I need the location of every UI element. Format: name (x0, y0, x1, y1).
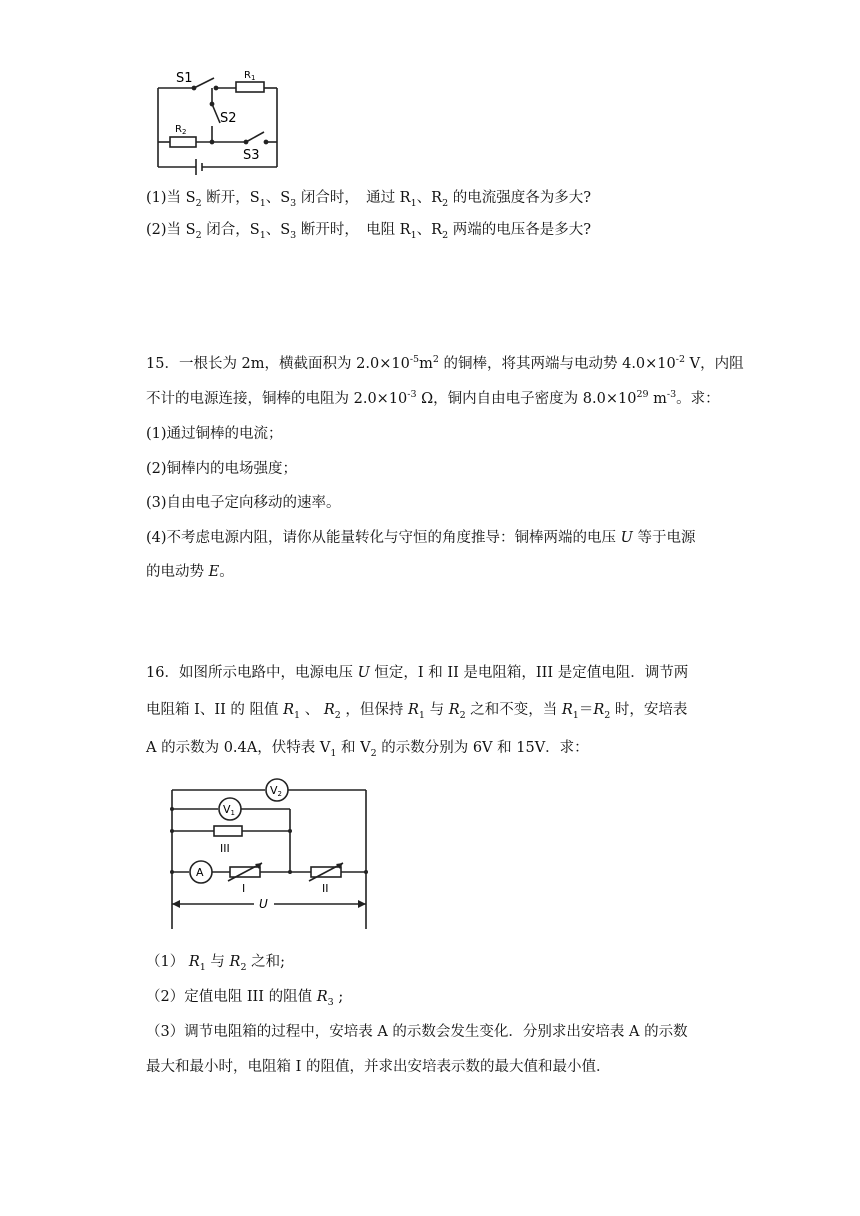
q15-line7: 的电动势 E。 (146, 564, 234, 580)
q15-line5: (3)自由电子定向移动的速率。 (146, 495, 341, 511)
circuit-diagram-1 (150, 66, 300, 176)
resistor-box-i-label: I (242, 882, 246, 895)
q14-part1: (1)当 $S_2$ 断开，$S_1$、$S_3$ 闭合时， 通过 $R_1$、$R_2$ 的电流强度各为多大? (146, 190, 592, 209)
resistor-box-ii-label: II (322, 882, 329, 895)
q15-line3: (1)通过铜棒的电流； (146, 426, 283, 442)
q16-line1: 16．如图所示电路中，电源电压 U 恒定，I 和 II 是电阻箱，III 是定值电阻．调节两 (146, 665, 689, 681)
q16-part3-line2: 最大和最小时，电阻箱 I 的阻值，并求出安培表示数的最大值和最小值． (146, 1059, 611, 1075)
switch-s3-label: S3 (243, 148, 260, 163)
resistor-r2-label: $R_2$ (175, 124, 187, 136)
q15-line1: 15．一根长为 2m，横截面积为 $2.0\times 10^{-5}m^2$ 的铜棒，将其两端与电动势 $4.0\times 10^{-2}$ V，内阻 (146, 354, 744, 372)
q16-line2: 电阻箱 I、II 的 阻值 $R_1$ 、 $R_2$ ，但保持 $R_1$ 与 $R_2$ 之和不变，当 $R_1=R_2$ 时，安培表 (146, 702, 688, 721)
switch-s1-label: S1 (176, 71, 193, 86)
q16-part2: （2）定值电阻 III 的阻值 $R_3$ ; (146, 989, 344, 1008)
voltage-u-label: U (259, 897, 268, 911)
voltmeter-v1-label: V1 (223, 803, 235, 817)
voltmeter-v2-label: V2 (270, 784, 282, 798)
resistor-iii-label: III (220, 842, 230, 855)
circuit-diagram-2 (160, 774, 385, 934)
q15-line2: 不计的电源连接，铜棒的电阻为 $2.0\times 10^{-3}$ Ω，铜内自由电子密度为 $8.0\times 10^{29}$ $m^{-3}$。求： (146, 389, 720, 407)
switch-s2-label: S2 (220, 111, 237, 126)
q16-part1: （1） $R_1$ 与 $R_2$ 之和; (146, 954, 285, 973)
q16-part3-line1: （3）调节电阻箱的过程中，安培表 A 的示数会发生变化．分别求出安培表 A 的示数 (146, 1024, 688, 1040)
q15-line6: (4)不考虑电源内阻，请你从能量转化与守恒的角度推导：铜棒两端的电压 U 等于电源 (146, 530, 696, 546)
ammeter-a-label: A (196, 866, 204, 879)
resistor-r1-label: $R_1$ (244, 70, 256, 82)
q14-part2: (2)当 $S_2$ 闭合，$S_1$、$S_3$ 断开时， 电阻 $R_1$、$R_2$ 两端的电压各是多大? (146, 222, 592, 241)
q15-line4: (2)铜棒内的电场强度； (146, 461, 298, 477)
q16-line3: A 的示数为 0.4A，伏特表 $V_1$ 和 $V_2$ 的示数分别为 6V 和 15V．求： (146, 740, 589, 759)
